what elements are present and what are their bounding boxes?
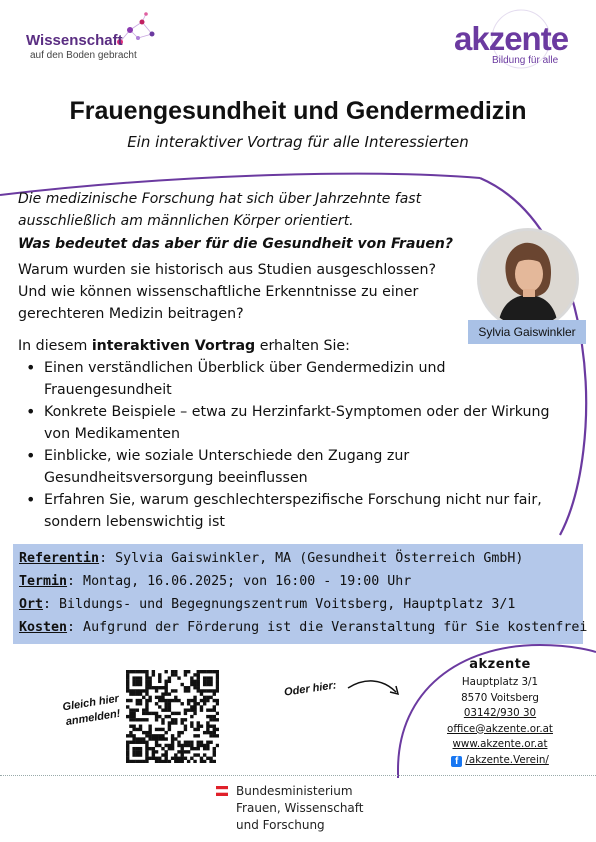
arrow-icon xyxy=(346,676,402,702)
intro-paragraph-line-1: Warum wurden sie historisch aus Studien ausgeschlossen? xyxy=(18,262,436,278)
info-ort-value: : Bildungs- und Begegnungszentrum Voitsberg, Hauptplatz 3/1 xyxy=(43,597,516,612)
list-item-line: von Medikamenten xyxy=(44,426,180,442)
contact-block xyxy=(440,655,560,768)
ministry-line-1: Bundesministerium xyxy=(236,784,353,798)
list-item-line: Frauengesundheit xyxy=(44,382,172,398)
list-item-line: • Konkrete Beispiele – etwa zu Herzinfarkt-Symptomen oder der Wirkung xyxy=(44,404,550,420)
list-item xyxy=(18,489,578,533)
list-item xyxy=(18,445,578,489)
contact-city: 8570 Voitsberg xyxy=(461,691,539,704)
or-here-label: Oder hier: xyxy=(283,679,338,699)
lead-bold: interaktiven Vortrag xyxy=(91,338,256,354)
info-ort-label: Ort xyxy=(19,597,44,612)
intro-text xyxy=(18,188,421,232)
list-item-line: • Einen verständlichen Überblick über Gendermedizin und xyxy=(44,360,446,376)
info-termin xyxy=(19,574,411,589)
akzente-logo xyxy=(452,8,588,70)
intro-paragraph xyxy=(18,259,436,325)
intro-paragraph-line-3: gerechteren Medizin beitragen? xyxy=(18,306,244,322)
info-referentin xyxy=(19,551,523,566)
signup-note-line-1: Gleich hier xyxy=(61,692,120,714)
logo-wissenschaft-tagline: auf den Boden gebracht xyxy=(30,50,137,61)
signup-note-line-2: anmelden! xyxy=(64,707,122,729)
list-item-line: • Einblicke, wie soziale Unterschiede den Zugang zur xyxy=(44,448,410,464)
speaker-name-tag: Sylvia Gaiswinkler xyxy=(468,320,586,344)
intro-line-2: ausschließlich am männlichen Körper orientiert. xyxy=(18,213,354,229)
list-item-line: sondern lebenswichtig ist xyxy=(44,514,225,530)
list-item xyxy=(18,401,578,445)
ministry-line-3: und Forschung xyxy=(236,818,325,832)
lead-pre: In diesem xyxy=(18,338,92,354)
intro-line-1: Die medizinische Forschung hat sich über Jahrzehnte fast xyxy=(18,191,422,207)
page-title: Frauengesundheit und Gendermedizin xyxy=(69,97,527,125)
lead-post: erhalten Sie: xyxy=(255,338,350,354)
portrait-image xyxy=(480,231,576,327)
intro-question: Was bedeutet das aber für die Gesundheit von Frauen? xyxy=(18,236,453,252)
event-info-box xyxy=(13,544,588,644)
contact-phone-link[interactable]: 03142/930 30 xyxy=(463,707,537,719)
ministry-line-2: Frauen, Wissenschaft xyxy=(236,801,364,815)
info-referentin-value: : Sylvia Gaiswinkler, MA (Gesundheit Österreich GmbH) xyxy=(99,551,524,566)
page-subtitle: Ein interaktiver Vortrag für alle Interessierten xyxy=(127,133,469,151)
info-termin-value: : Montag, 16.06.2025; von 16:00 - 19:00 Uhr xyxy=(67,574,412,589)
logo-wissenschaft-text: Wissenschaft xyxy=(26,32,123,49)
list-item-line: Gesundheitsversorgung beeinflussen xyxy=(44,470,308,486)
list-item-line: • Erfahren Sie, warum geschlechterspezifische Forschung nicht nur fair, xyxy=(44,492,542,508)
signup-qr-code[interactable] xyxy=(126,670,219,763)
info-referentin-label: Referentin xyxy=(19,551,100,566)
info-kosten-value: : Aufgrund der Förderung ist die Veranstaltung für Sie kostenfrei xyxy=(67,620,588,635)
wissenschaft-logo xyxy=(26,12,161,64)
logo-akzente-text: akzente xyxy=(454,20,569,57)
info-termin-label: Termin xyxy=(19,574,68,589)
lead-line xyxy=(18,335,350,357)
contact-web-link[interactable]: www.akzente.or.at xyxy=(452,738,548,750)
contact-street: Hauptplatz 3/1 xyxy=(461,676,539,688)
contact-facebook-link[interactable]: /akzente.Verein/ xyxy=(465,753,549,766)
contact-name: akzente xyxy=(469,657,531,672)
footer-divider xyxy=(0,775,596,776)
info-kosten xyxy=(19,620,587,635)
benefit-list xyxy=(18,357,578,533)
austria-flag-icon xyxy=(216,786,228,796)
logo-akzente-tagline: Bildung für alle xyxy=(492,55,559,66)
info-kosten-label: Kosten xyxy=(19,620,68,635)
list-item xyxy=(18,357,578,401)
facebook-icon: f xyxy=(451,756,462,767)
speaker-portrait xyxy=(477,228,579,330)
contact-facebook[interactable] xyxy=(440,753,560,769)
info-ort xyxy=(19,597,515,612)
intro-paragraph-line-2: Und wie können wissenschaftliche Erkenntnisse zu einer xyxy=(18,284,419,300)
contact-email-link[interactable]: office@akzente.or.at xyxy=(447,722,553,735)
